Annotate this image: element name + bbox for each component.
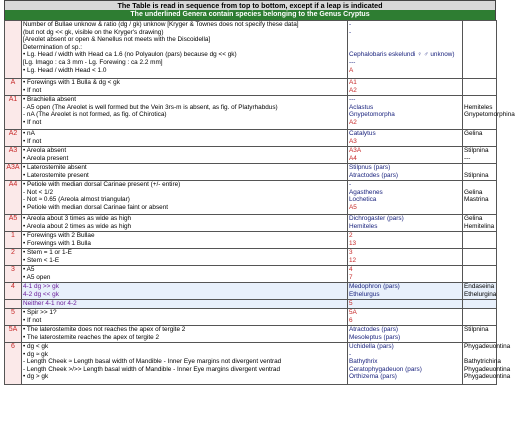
result-link[interactable]: Lochetica	[349, 196, 377, 204]
subtribe-label	[464, 240, 495, 248]
description-line: • Areola absent	[23, 147, 67, 154]
subtribe-cell	[463, 309, 497, 326]
result-link[interactable]: Bathythrix	[349, 358, 378, 366]
subtribe-label: Hemiteles	[464, 103, 493, 111]
subtribe-cell	[463, 326, 497, 343]
description-line: - Not ≈ 0.65 (Areola almost triangular)	[23, 196, 130, 204]
description-line: Neither 4-1 nor 4-2	[23, 300, 77, 307]
description-line: • If not	[23, 118, 42, 126]
description-line: • A5 open	[23, 273, 51, 281]
couplet-number: 2	[5, 249, 22, 266]
subtribe-label	[464, 274, 495, 282]
description-line: • A5	[23, 266, 35, 273]
subtribe-cell	[463, 96, 515, 130]
result-cell	[348, 232, 463, 249]
description-line: • Areola about 2 times as wide as high	[23, 222, 132, 230]
result-cell	[348, 147, 463, 164]
key-row	[5, 283, 497, 300]
key-row	[5, 266, 497, 283]
subtribe-label: Phygadeuontina	[464, 365, 511, 373]
subtribe-cell	[463, 181, 497, 215]
description-line: • Forewings with 1 Bulla & dg < gk	[23, 79, 120, 86]
result-link[interactable]: Hemiteles	[349, 222, 378, 230]
description-line: Determination of sp.:	[23, 43, 82, 51]
result-link: -	[349, 181, 352, 188]
description-line: • Areola about 3 times as wide as high	[23, 215, 132, 222]
subtribe-label	[464, 51, 495, 59]
result-cell	[348, 130, 463, 147]
subtribe-label	[464, 249, 495, 257]
description-line: • dg > gk	[23, 373, 49, 381]
result-link[interactable]: A2	[349, 86, 357, 94]
result-cell	[348, 300, 463, 309]
subtribe-cell	[463, 283, 497, 300]
result-link[interactable]: Orthizema (pars)	[349, 373, 397, 381]
description-line: - A5 open (The Areolet is well formed but the Vein 3rs-m is absent, as fig. of Platyrhabdus)	[23, 103, 278, 111]
subtribe-label: Stilpnina	[464, 147, 489, 154]
key-row	[5, 326, 497, 343]
result-link[interactable]: 5	[349, 300, 353, 307]
subtribe-label	[464, 317, 495, 325]
result-cell	[348, 249, 463, 266]
couplet-description	[22, 300, 348, 309]
description-line: - Not < 1/2	[23, 188, 54, 196]
description-line: • Stem < 1-E	[23, 256, 60, 264]
result-link[interactable]: Agasthenes	[349, 188, 383, 196]
subtribe-label: Stilpnina	[464, 171, 489, 179]
couplet-number: A5	[5, 215, 22, 232]
subtribe-cell	[463, 164, 497, 181]
description-line: [Areolet absent or open & Nenellus not meets with the Discoidella]	[23, 36, 211, 44]
subtribe-label	[464, 59, 495, 67]
result-link[interactable]: Ethelurgus	[349, 290, 380, 298]
result-link: -	[349, 350, 352, 358]
subtribe-label	[464, 232, 495, 240]
description-line: 4-1 dg >> gk	[23, 283, 59, 290]
couplet-number: A2	[5, 130, 22, 147]
result-link[interactable]: A	[349, 66, 354, 74]
description-line: • Laterostemite present	[23, 171, 89, 179]
subtribe-label	[464, 138, 495, 146]
couplet-number: A3A	[5, 164, 22, 181]
key-table	[4, 20, 515, 385]
couplet-number	[5, 21, 22, 79]
result-link[interactable]: Aclastus	[349, 103, 374, 111]
couplet-number: A	[5, 79, 22, 96]
subtribe-label	[464, 181, 495, 189]
key-row	[5, 215, 497, 232]
subtribe-cell	[463, 266, 497, 283]
subtribe-label	[464, 96, 495, 104]
result-cell	[348, 309, 463, 326]
subtribe-label	[464, 351, 495, 359]
subtribe-cell	[463, 21, 497, 79]
couplet-description	[22, 309, 348, 326]
couplet-description	[22, 130, 348, 147]
description-line: • nA	[23, 130, 35, 137]
subtribe-label	[464, 29, 495, 37]
subtribe-label	[464, 334, 495, 342]
result-cell	[348, 181, 463, 215]
couplet-description	[22, 79, 348, 96]
description-line: • Laterostemite absent	[23, 164, 87, 171]
subtribe-cell	[463, 343, 511, 385]
key-row	[5, 79, 497, 96]
description-line: • The laterostemite reaches the apex of tergite 2	[23, 333, 160, 341]
couplet-description	[22, 232, 348, 249]
result-cell	[348, 79, 463, 96]
result-link[interactable]: Mesoleptus (pars)	[349, 333, 401, 341]
couplet-number: 3	[5, 266, 22, 283]
key-row	[5, 232, 497, 249]
subtribe-label	[464, 44, 495, 52]
couplet-description	[22, 181, 348, 215]
result-link[interactable]: Ceratophygadeuon (pars)	[349, 365, 422, 373]
subtribe-label	[464, 266, 495, 274]
description-line: • If not	[23, 86, 42, 94]
key-row	[5, 181, 497, 215]
subtribe-label: Endaseina	[464, 283, 495, 290]
subtribe-label: Gnypetomorphina	[464, 111, 515, 119]
couplet-description	[22, 249, 348, 266]
subtribe-cell	[463, 215, 497, 232]
result-cell	[348, 343, 463, 385]
couplet-number: A4	[5, 181, 22, 215]
result-link[interactable]: Catalytus	[349, 130, 376, 137]
couplet-number: 5	[5, 309, 22, 326]
result-link[interactable]: A2	[349, 118, 357, 126]
result-cell	[348, 266, 463, 283]
result-link[interactable]: Atractodes (pars)	[349, 326, 399, 333]
result-cell	[348, 326, 463, 343]
description-line: • If not	[23, 137, 42, 145]
description-line: • Forewings with 1 Bulla	[23, 239, 91, 247]
subtribe-label	[464, 204, 495, 212]
result-link[interactable]: Cephalobaris eskelundi ♀ ♂ unknow)	[349, 51, 455, 59]
couplet-number: 5A	[5, 326, 22, 343]
key-row	[5, 96, 497, 130]
subtribe-label	[464, 300, 495, 308]
description-line: [Lg. Imago : ca 3 mm - Lg. Forewing : ca 2.2 mm]	[23, 58, 163, 66]
subtribe-label: Stilpnina	[464, 326, 489, 333]
result-link[interactable]: 13	[349, 239, 357, 247]
key-row	[5, 249, 497, 266]
couplet-description	[22, 343, 348, 385]
key-row	[5, 309, 497, 326]
table-subtitle: The underlined Genera contain species belonging to the Genus Cryptus	[4, 10, 496, 20]
couplet-number: A1	[5, 96, 22, 130]
couplet-number: 6	[5, 343, 22, 385]
result-link: -	[349, 28, 352, 36]
result-link[interactable]: Gnypetomorpha	[349, 111, 395, 119]
couplet-number: 4	[5, 283, 22, 300]
description-line: 4-2 dg << gk	[23, 290, 59, 298]
couplet-description	[22, 147, 348, 164]
description-line: • Lg. Head / width with Head ca 1.6 (no Polyaulon (pars) because dg << gk)	[23, 51, 237, 59]
result-link: ---	[349, 96, 356, 103]
result-link[interactable]: Uchidella (pars)	[349, 343, 394, 350]
result-link[interactable]: 12	[349, 256, 357, 264]
table-title: The Table is read in sequence from top to bottom, except if a leap is indicated	[4, 0, 496, 10]
couplet-description	[22, 96, 348, 130]
description-line: • If not	[23, 316, 42, 324]
result-link	[349, 36, 461, 44]
subtribe-label: Phygadeuontina	[464, 373, 511, 381]
result-link[interactable]: A3	[349, 137, 357, 145]
description-line: - nA (The Areolet is not formed, as fig. of Chirotica)	[23, 111, 167, 119]
couplet-description	[22, 21, 348, 79]
result-link[interactable]: Medophron (pars)	[349, 283, 400, 290]
couplet-description	[22, 164, 348, 181]
result-link[interactable]: A3A	[349, 147, 362, 154]
result-link[interactable]: A1	[349, 79, 357, 86]
description-line: - Length Cheek ≈ Length basal width of Mandible - Inner Eye margins not divergent ventrad	[23, 358, 282, 366]
subtribe-label: Phygadeuontina	[464, 343, 511, 350]
subtribe-label: Mastrina	[464, 196, 489, 204]
result-link: -	[349, 21, 352, 28]
result-link[interactable]: 7	[349, 273, 353, 281]
result-cell	[348, 164, 463, 181]
result-link: ---	[349, 58, 356, 66]
subtribe-label: Ethelurgina	[464, 290, 497, 298]
description-line: • Forewings with 2 Bullae	[23, 232, 95, 239]
result-link	[349, 44, 461, 52]
result-link[interactable]: Atractodes (pars)	[349, 171, 399, 179]
key-row	[5, 300, 497, 309]
subtribe-label: ---	[464, 154, 471, 162]
subtribe-label	[464, 36, 495, 44]
description-line: • dg ≈ gk	[23, 350, 48, 358]
result-cell	[348, 283, 463, 300]
subtribe-label: Gelina	[464, 215, 483, 222]
key-row	[5, 130, 497, 147]
description-line: • The laterostemite does not reaches the apex of tergite 2	[23, 326, 186, 333]
couplet-description	[22, 215, 348, 232]
key-row	[5, 343, 497, 385]
subtribe-label	[464, 87, 495, 95]
result-link[interactable]: Stilpnus (pars)	[349, 164, 391, 171]
subtribe-label: Gelina	[464, 188, 483, 196]
description-line: (but not dg << gk, visible on the Kryger's drawing)	[23, 28, 164, 36]
key-row	[5, 147, 497, 164]
result-link[interactable]: A4	[349, 154, 357, 162]
couplet-number: A3	[5, 147, 22, 164]
couplet-description	[22, 326, 348, 343]
result-link[interactable]: 3	[349, 249, 353, 256]
subtribe-label	[464, 79, 495, 87]
result-link[interactable]: 5A	[349, 309, 357, 316]
subtribe-label	[464, 309, 495, 317]
description-line: • Lg. Head / width Head < 1.0	[23, 66, 107, 74]
subtribe-cell	[463, 300, 497, 309]
subtribe-label	[464, 21, 495, 29]
description-line: • Brachiella absent	[23, 96, 77, 103]
description-line: - Length Cheek >/>> Length basal width of Mandible - Inner Eye margins divergent ventrad	[23, 365, 281, 373]
result-link[interactable]: 6	[349, 316, 353, 324]
description-line: • Petiole with median dorsal Carinae present (+/- entire)	[23, 181, 181, 188]
subtribe-label	[464, 67, 495, 75]
description-line: • Spir >> 1?	[23, 309, 57, 316]
key-row	[5, 164, 497, 181]
key-row	[5, 21, 497, 79]
result-cell	[348, 21, 463, 79]
result-link[interactable]: 4	[349, 266, 353, 273]
description-line: Number of Bullae unknow & ratio (dg / gk) unknow [Kryger & Townes does not specify these data]	[23, 21, 299, 28]
description-line: • dg < gk	[23, 343, 49, 350]
couplet-number	[5, 300, 22, 309]
subtribe-cell	[463, 147, 497, 164]
description-line: • Stem = 1 or 1-E	[23, 249, 72, 256]
result-cell	[348, 96, 463, 130]
subtribe-cell	[463, 232, 497, 249]
subtribe-label: Bathytrichina	[464, 358, 501, 366]
result-link[interactable]: A5	[349, 203, 357, 211]
couplet-description	[22, 283, 348, 300]
result-link[interactable]: Dichrogaster (pars)	[349, 215, 404, 222]
subtribe-label	[464, 119, 495, 127]
subtribe-label	[464, 164, 495, 172]
subtribe-label	[464, 257, 495, 265]
result-link[interactable]: 2	[349, 232, 353, 239]
couplet-description	[22, 266, 348, 283]
subtribe-label: Hemitelina	[464, 222, 495, 230]
subtribe-cell	[463, 249, 497, 266]
description-line: • Areola present	[23, 154, 69, 162]
couplet-number: 1	[5, 232, 22, 249]
subtribe-cell	[463, 130, 497, 147]
subtribe-label: Gelina	[464, 130, 483, 137]
result-cell	[348, 215, 463, 232]
description-line: • Petiole with median dorsal Carinae faint or absent	[23, 203, 169, 211]
subtribe-cell	[463, 79, 497, 96]
